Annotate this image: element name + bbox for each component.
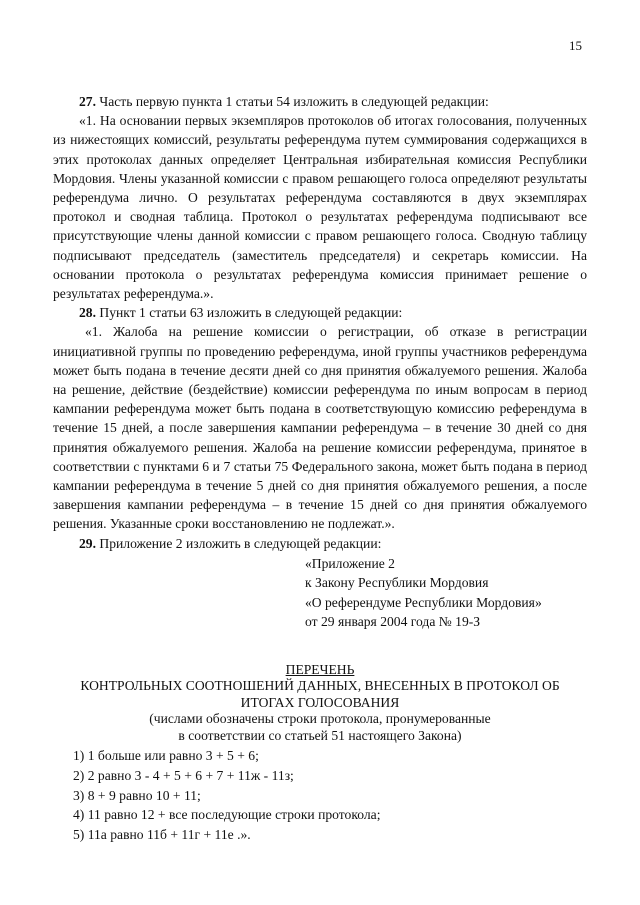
list-title-note: в соответствии со статьей 51 настоящего Закона) (178, 727, 462, 743)
paragraph-28-heading (53, 303, 587, 322)
list-item: 4) 11 равно 12 + все последующие строки протокола; (73, 807, 381, 823)
list-item: 2) 2 равно 3 - 4 + 5 + 6 + 7 + 11ж - 11з; (73, 768, 294, 784)
item-number-28: 28. (79, 305, 96, 321)
document-body (53, 92, 587, 844)
item-number-29: 29. (79, 535, 96, 551)
paragraph-27-heading (53, 92, 587, 111)
list-title-line: КОНТРОЛЬНЫХ СООТНОШЕНИЙ ДАННЫХ, ВНЕСЕННЫХ В ПРОТОКОЛ ОБ (80, 678, 560, 694)
appendix-line: к Закону Республики Мордовия (305, 575, 489, 591)
list-title (53, 662, 587, 745)
paragraph-29-heading (53, 534, 587, 553)
appendix-line: от 29 января 2004 года № 19-З (305, 614, 481, 630)
list-title-note: (числами обозначены строки протокола, пронумерованные (149, 711, 491, 727)
ratio-list (73, 746, 587, 844)
paragraph-28-quote: «1. Жалоба на решение комиссии о регистрации, об отказе в регистрации инициативной группы по проведению референдума, иной группы участников референдума может быть подана в течение десяти дней со дня принятия обжалуемого решения. Жалоба на решение, действие (бездействие) комиссии референдума по иным вопросам в период кампании референдума может быть подана в соответствующую комиссию референдума в течение 15 дней, а после завершения кампании референдума – в течение 30 дней со дня принятия обжалуемого решения. Жалоба на решение комиссии референдума, принятое в соответствии с пунктами 6 и 7 статьи 75 Федерального закона, может быть подана в период кампании референдума в течение 5 дней со дня принятия обжалуемого решения, а после завершения кампании референдума – в течение 15 дней со дня принятия обжалуемого решения. Указанные сроки восстановлению не подлежат.». (53, 324, 587, 532)
appendix-header (305, 554, 587, 632)
list-item: 3) 8 + 9 равно 10 + 11; (73, 787, 201, 803)
list-item: 5) 11а равно 11б + 11г + 11е .». (73, 826, 251, 842)
list-item: 1) 1 больше или равно 3 + 5 + 6; (73, 748, 259, 764)
page-number: 15 (569, 38, 582, 53)
list-title-heading: ПЕРЕЧЕНЬ (285, 661, 355, 677)
paragraph-27-text: Часть первую пункта 1 статьи 54 изложить в следующей редакции: (96, 94, 489, 109)
paragraph-29-text: Приложение 2 изложить в следующей редакции: (96, 535, 382, 551)
appendix-line: «Приложение 2 (305, 555, 395, 571)
appendix-line: «О референдуме Республики Мордовия» (305, 594, 542, 610)
item-number-27: 27. (79, 94, 96, 109)
paragraph-28-text: Пункт 1 статьи 63 изложить в следующей редакции: (96, 305, 403, 321)
paragraph-27-quote: «1. На основании первых экземпляров протоколов об итогах голосования, полученных из нижестоящих комиссий, результаты референдума путем суммирования содержащихся в этих протоколах данных определяет Центральная избирательная комиссия Республики Мордовия. Члены указанной комиссии с правом решающего голоса определяют результаты референдума лично. О результатах референдума составляются в двух экземплярах протокол и сводная таблица. Протокол о результатах референдума подписывают все присутствующие члены данной комиссии с правом решающего голоса. Сводную таблицу подписывают председатель (заместитель председателя) и секретарь комиссии. На основании протокола о результатах референдума комиссия принимает решение о результатах референдума.». (53, 113, 587, 302)
list-title-line: ИТОГАХ ГОЛОСОВАНИЯ (240, 694, 400, 710)
